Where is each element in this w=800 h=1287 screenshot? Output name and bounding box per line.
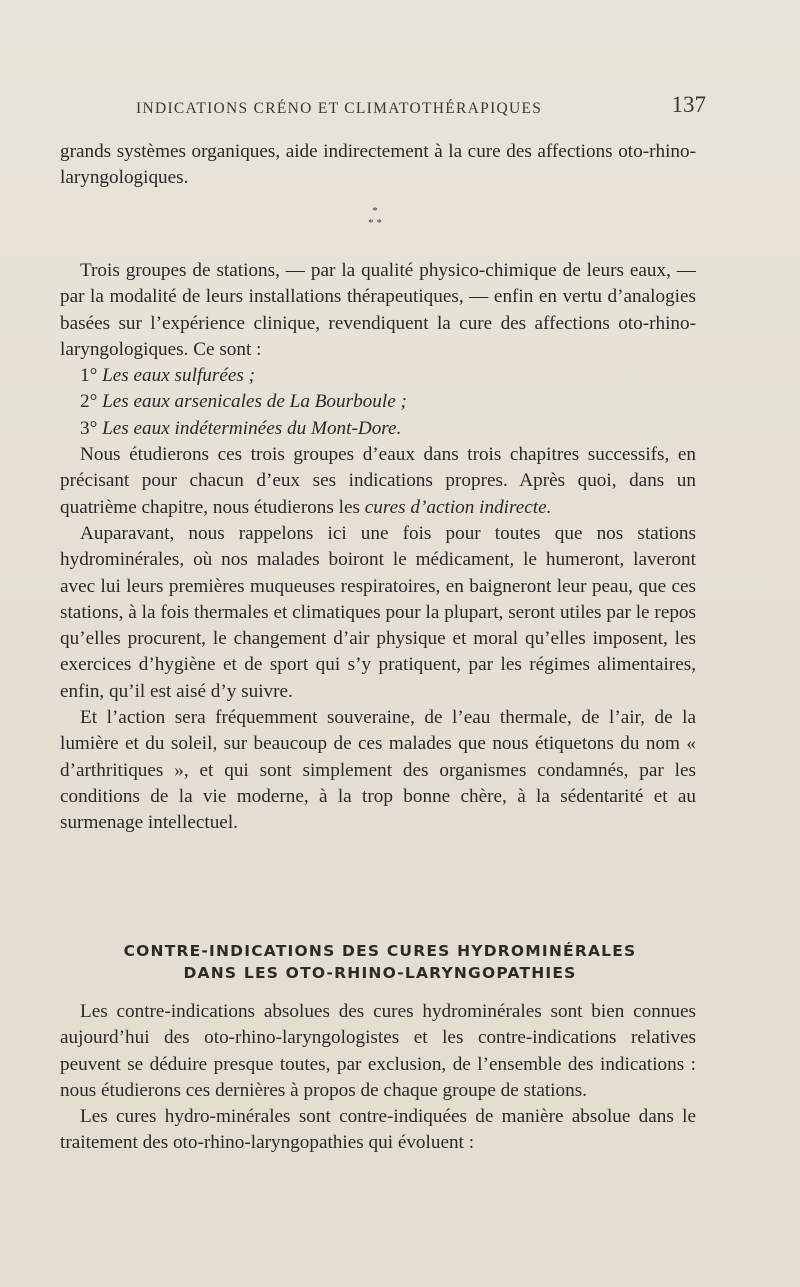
paragraph: grands systèmes organiques, aide indirectement à la cure des affections oto-rhino-laryngologiques. — [60, 141, 696, 189]
main-text — [60, 258, 696, 837]
list-item-number: 3° — [80, 417, 98, 439]
paragraph: Et l’action sera fréquemment souveraine, de l’eau thermale, de l’air, de la lumière et du soleil, sur beaucoup de ces malades que nous étiquetons du nom « d’arthritiques », et qui sont simplement des organismes condamnés, par les conditions de la vie moderne, à la trop bonne chère, à la sédentarité et au surmenage intellectuel. — [60, 707, 696, 834]
paragraph-italic: cures d’action indirecte. — [364, 496, 552, 518]
running-title: INDICATIONS CRÉNO ET CLIMATOTHÉRAPIQUES — [136, 100, 543, 117]
section-title-line-2: DANS LES OTO-RHINO-LARYNGOPATHIES — [183, 964, 577, 982]
paragraph: Les contre-indications absolues des cures hydrominérales sont bien connues aujourd’hui des oto-rhino-laryngologistes et les contre-indications relatives peuvent se déduire presque toutes, par exclusion, de l’ensemble des indications : nous étudierons ces dernières à propos de chaque groupe de stations. — [60, 1001, 696, 1101]
list-item-text: Les eaux arsenicales de La Bourboule ; — [102, 391, 407, 413]
list-item — [60, 389, 696, 415]
asterism-top: * — [372, 205, 378, 217]
list-item — [60, 416, 696, 442]
list-item-text: Les eaux sulfurées ; — [102, 365, 256, 387]
page-number: 137 — [671, 92, 706, 117]
paragraph — [60, 442, 696, 521]
paragraph: Auparavant, nous rappelons ici une fois pour toutes que nos stations hydrominérales, où nos malades boiront le médicament, le humeront, laveront avec lui leurs premières muqueuses respiratoires, en baigneront leur peau, que ces stations, à la fois thermales et climatiques pour la plupart, seront utiles par le repos qu’elles procurent, le changement d’air physique et moral qu’elles imposent, les exercices d’hygiène et de sport qui s’y pratiquent, par les régimes alimentaires, enfin, qu’il est aisé d’y suivre. — [60, 522, 696, 702]
list-item-text: Les eaux indéterminées du Mont-Dore. — [102, 417, 402, 439]
asterism-bottom: * * — [368, 217, 382, 229]
list-item-number: 1° — [80, 365, 98, 387]
paragraph: Les cures hydro-minérales sont contre-indiquées de manière absolue dans le traitement des oto-rhino-laryngopathies qui évoluent : — [60, 1106, 696, 1154]
section-text — [60, 999, 696, 1157]
page-header — [130, 90, 710, 124]
section-title-line-1: CONTRE-INDICATIONS DES CURES HYDROMINÉRALES — [123, 942, 637, 960]
paragraph: Trois groupes de stations, — par la qualité physico-chimique de leurs eaux, — par la modalité de leurs installations thérapeutiques, — enfin en vertu d’analogies basées sur l’expérience clinique, revendiquent la cure des affections oto-rhino-laryngologiques. Ce sont : — [60, 260, 696, 360]
paragraph-text: Nous étudierons ces trois groupes d’eaux dans trois chapitres successifs, en précisant pour chacun d’eux ses indications propres. Après quoi, dans un quatrième chapitre, nous étudierons les — [60, 444, 696, 518]
list-item — [60, 363, 696, 389]
continued-paragraph — [60, 139, 696, 192]
list-item-number: 2° — [80, 391, 98, 413]
